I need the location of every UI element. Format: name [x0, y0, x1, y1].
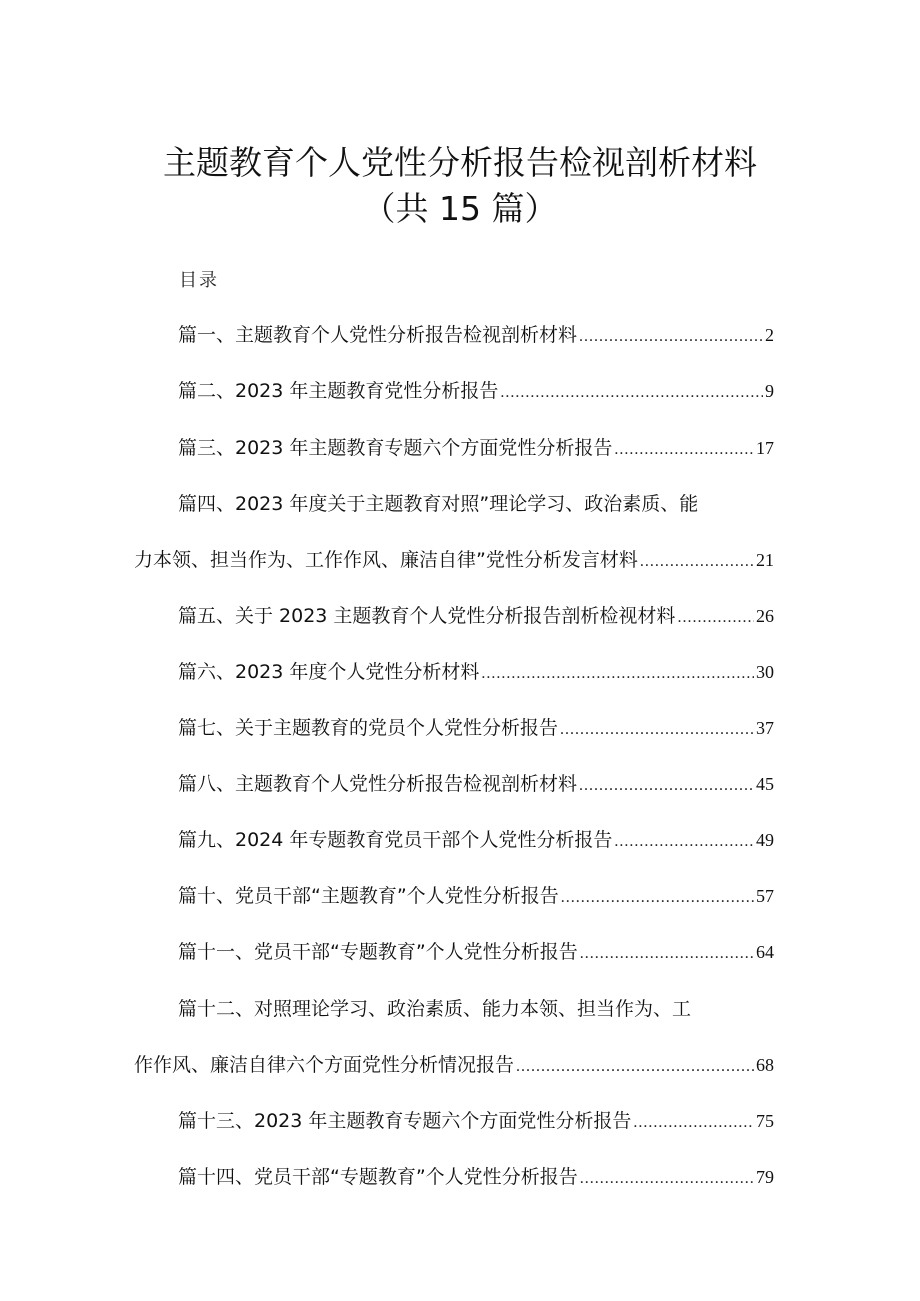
toc-entry-title: 篇十四、党员干部“专题教育”个人党性分析报告: [178, 1166, 578, 1188]
document-title: 主题教育个人党性分析报告检视剖析材料: [163, 143, 757, 182]
toc-leader-dots: [579, 324, 763, 350]
toc-entry-1[interactable]: [178, 322, 774, 350]
document-subtitle: （共 15 篇）: [362, 189, 558, 228]
toc-page-number: 57: [756, 886, 774, 906]
toc-entry-6[interactable]: [178, 659, 774, 687]
toc-page-number: 21: [756, 550, 774, 570]
toc-entry-5[interactable]: [178, 603, 774, 631]
toc-leader-dots: [516, 1054, 754, 1080]
toc-entry-13[interactable]: [178, 1108, 774, 1136]
toc-leader-dots: [614, 437, 754, 463]
toc-page-number: 45: [756, 774, 774, 794]
toc-entry-2[interactable]: [178, 378, 774, 406]
toc-entry-title: 篇六、2023 年度个人党性分析材料: [178, 661, 480, 683]
toc-entry-10[interactable]: [178, 883, 774, 911]
toc-entry-9[interactable]: [178, 827, 774, 855]
toc-entry-title: 作作风、廉洁自律六个方面党性分析情况报告: [134, 1054, 515, 1076]
toc-leader-dots: [640, 549, 754, 575]
toc-entry-title: 篇五、关于 2023 主题教育个人党性分析报告剖析检视材料: [178, 605, 676, 627]
toc-entry-title: 篇十一、党员干部“专题教育”个人党性分析报告: [178, 941, 578, 963]
toc-page-number: 68: [756, 1055, 774, 1075]
toc-page-number: 9: [765, 381, 774, 401]
toc-heading: 目录: [179, 270, 219, 291]
toc-page-number: 49: [756, 830, 774, 850]
toc-entry-title: 篇十三、2023 年主题教育专题六个方面党性分析报告: [178, 1110, 632, 1132]
toc-leader-dots: [579, 773, 754, 799]
toc-entry-title: 篇九、2024 年专题教育党员干部个人党性分析报告: [178, 829, 613, 851]
toc-leader-dots: [677, 605, 754, 631]
toc-entry-title: 篇十、党员干部“主题教育”个人党性分析报告: [178, 885, 559, 907]
toc-page-number: 37: [756, 718, 774, 738]
toc-entry-title: 篇二、2023 年主题教育党性分析报告: [178, 380, 499, 402]
toc-entry-title: 篇三、2023 年主题教育专题六个方面党性分析报告: [178, 437, 613, 459]
toc-page-number: 75: [756, 1111, 774, 1131]
toc-page-number: 2: [765, 325, 774, 345]
toc-entry-title: 力本领、担当作为、工作作风、廉洁自律”党性分析发言材料: [134, 549, 638, 571]
toc-leader-dots: [614, 829, 754, 855]
toc-entry-8[interactable]: [178, 771, 774, 799]
toc-page-number: 79: [756, 1167, 774, 1187]
toc-entry-3[interactable]: [178, 435, 774, 463]
toc-leader-dots: [481, 661, 754, 687]
toc-entry-11[interactable]: [178, 939, 774, 967]
toc-leader-dots: [561, 885, 754, 911]
toc-page-number: 64: [756, 942, 774, 962]
toc-entry-12-line1[interactable]: 篇十二、对照理论学习、政治素质、能力本领、担当作为、工: [178, 998, 692, 1020]
toc-entry-12[interactable]: [134, 1052, 774, 1080]
toc-page-number: 26: [756, 606, 774, 626]
toc-entry-14[interactable]: [178, 1164, 774, 1192]
toc-leader-dots: [633, 1110, 754, 1136]
toc-leader-dots: [580, 941, 754, 967]
toc-page-number: 30: [756, 662, 774, 682]
toc-entry-7[interactable]: [178, 715, 774, 743]
toc-entry-title: 篇七、关于主题教育的党员个人党性分析报告: [178, 717, 559, 739]
toc-entry-4-line1[interactable]: 篇四、2023 年度关于主题教育对照”理论学习、政治素质、能: [178, 493, 699, 515]
toc-leader-dots: [560, 717, 754, 743]
toc-leader-dots: [580, 1166, 754, 1192]
toc-entry-4[interactable]: [134, 547, 774, 575]
toc-entry-title: 篇一、主题教育个人党性分析报告检视剖析材料: [178, 324, 578, 346]
toc-leader-dots: [500, 380, 763, 406]
toc-entry-title: 篇八、主题教育个人党性分析报告检视剖析材料: [178, 773, 578, 795]
toc-page-number: 17: [756, 438, 774, 458]
